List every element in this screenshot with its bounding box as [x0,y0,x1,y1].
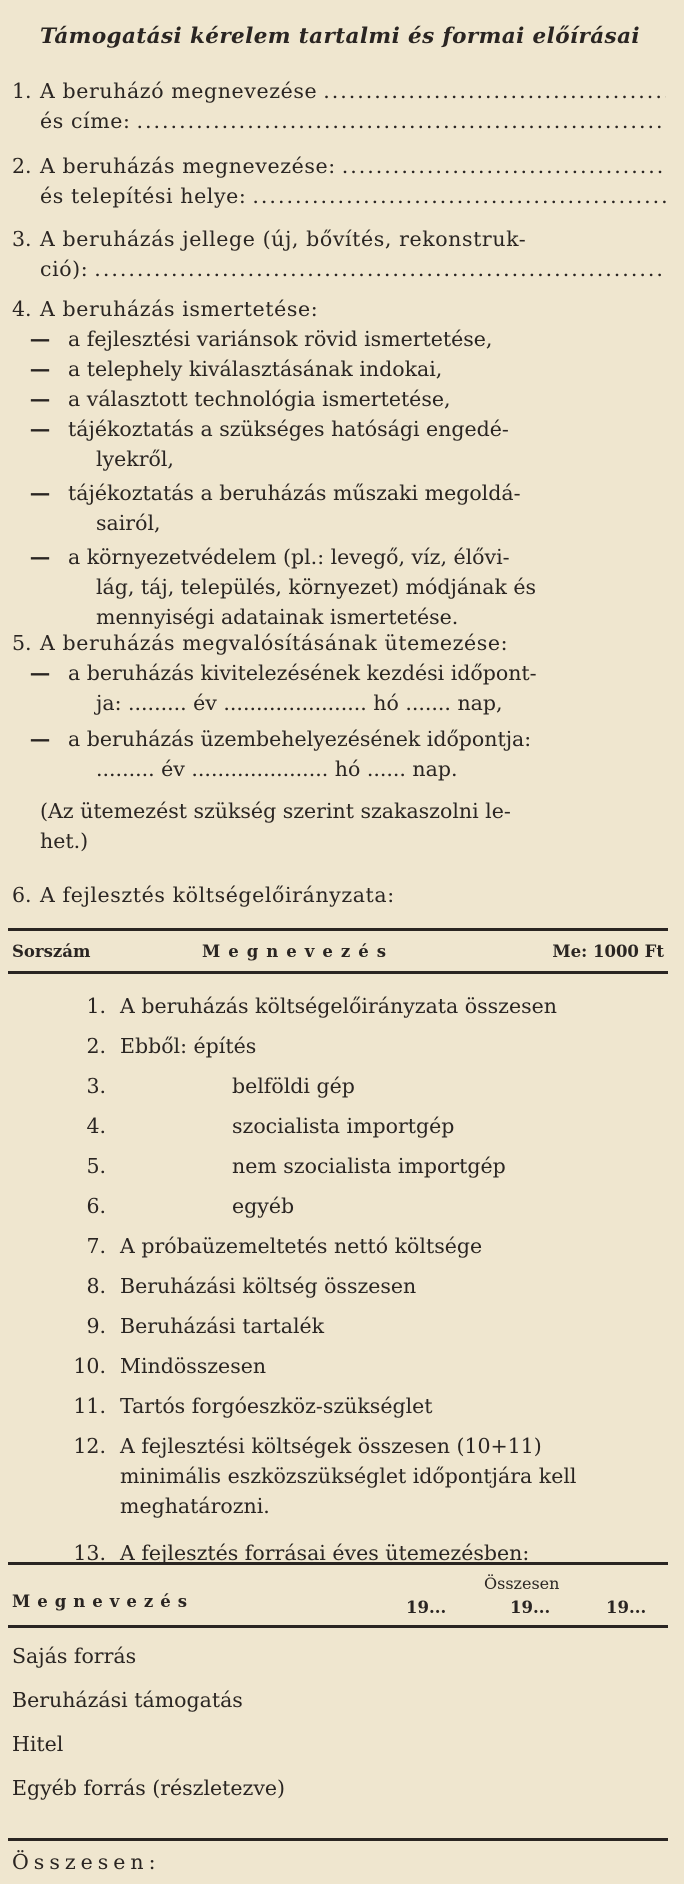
table-row: 2. Ebből: építés [86,1034,257,1058]
column-header-number: Sorszám [12,942,91,961]
section-text: ció): [40,257,89,281]
section-3 [12,224,666,284]
list-item-continuation: sairól, [96,511,161,535]
table-row-multiline: 12. A fejlesztési költségek összesen (10+11) minimális eszközszükséglet időpontjára kell meghatározni. [73,1434,577,1518]
fill-in-line[interactable] [136,106,666,136]
list-item: a beruházás üzembehelyezésének időpontja: [68,727,532,751]
table-row: 6. egyéb [86,1194,295,1218]
section-number: 1. [12,79,32,103]
table-row: 11. Tartós forgóeszköz-szükséglet [73,1394,433,1418]
list-item: a választott technológia ismertetése, [68,387,451,411]
section-heading: A beruházás ismertetése: [40,297,319,321]
section-4 [12,294,666,632]
table-row: 3. belföldi gép [86,1074,355,1098]
table-row: 7. A próbaüzemeltetés nettó költsége [86,1234,483,1258]
dash-bullet: — [29,545,51,569]
column-header-unit: Me: 1000 Ft [552,942,664,961]
section-number: 5. [12,631,32,655]
fill-in-line[interactable] [94,254,666,284]
table-row: 10. Mindösszesen [73,1354,267,1378]
section-text: A beruházás megnevezése: [40,154,336,178]
dash-bullet: — [29,481,51,505]
total-label: Összesen: [12,1850,161,1874]
cost-table-body [58,986,668,1573]
column-header-year: 19... [510,1598,551,1617]
list-item-continuation: mennyiségi adatainak ismertetése. [96,605,459,629]
section-text: A beruházó megnevezése [40,79,318,103]
column-header-year: 19... [606,1598,647,1617]
table-row: Egyéb forrás (részletezve) [12,1776,286,1800]
dash-bullet: — [29,661,51,685]
section-number: 4. [12,297,32,321]
section-heading: A beruházás megvalósításának ütemezése: [40,631,509,655]
table-row: Sajás forrás [12,1644,137,1668]
source-table-body [12,1634,662,1810]
list-item: a környezetvédelem (pl.: levegő, víz, élővi- [68,545,510,569]
total-divider [8,1838,668,1841]
section-1 [12,76,666,136]
note-text: (Az ütemezést szükség szerint szakaszolni le- [40,799,511,823]
list-item: a telephely kiválasztásának indokai, [68,357,443,381]
section-text: és címe: [40,109,131,133]
cost-table-header [8,928,668,974]
list-item-continuation: lág, táj, település, környezet) módjának és [96,575,537,599]
dash-bullet: — [29,727,51,751]
list-item-continuation: lyekről, [96,447,174,471]
table-row: Hitel [12,1732,64,1756]
section-number: 2. [12,154,32,178]
page-title: Támogatási kérelem tartalmi és formai előírásai [40,24,640,49]
list-item: a beruházás kivitelezésének kezdési időpont- [68,661,537,685]
section-text: A beruházás jellege (új, bővítés, rekonstruk- [40,227,527,251]
section-2 [12,151,666,211]
column-header-name: Megnevezés [202,942,395,961]
source-table-header [8,1562,668,1628]
section-number: 6. [12,883,32,907]
section-number: 3. [12,227,32,251]
table-row: 5. nem szocialista importgép [86,1154,506,1178]
section-text: és telepítési helye: [40,184,247,208]
dash-bullet: — [29,417,51,441]
fill-in-line[interactable] [252,181,666,211]
table-row: Beruházási támogatás [12,1688,243,1712]
fill-in-line[interactable] [342,151,666,181]
column-header-year: 19... [406,1598,447,1617]
note-text: het.) [40,829,89,853]
section-heading: A fejlesztés költségelőirányzata: [40,883,395,907]
list-item: tájékoztatás a szükséges hatósági engedé- [68,417,509,441]
table-row: 1. A beruházás költségelőirányzata összesen [86,994,557,1018]
table-row: 4. szocialista importgép [86,1114,455,1138]
fill-in-line[interactable] [323,76,666,106]
column-header-name: Megnevezés [12,1592,195,1611]
table-row: 8. Beruházási költség összesen [86,1274,417,1298]
date-fill-in[interactable]: ja: ......... év ...................... hó ....... nap, [96,691,503,715]
table-row: 9. Beruházási tartalék [86,1314,325,1338]
dash-bullet: — [29,387,51,411]
date-fill-in[interactable]: ......... év ..................... hó ...... nap. [96,757,458,781]
column-header-total: Összesen [484,1574,560,1593]
list-item: tájékoztatás a beruházás műszaki megoldá- [68,481,521,505]
table-row: 13. A fejlesztés forrásai éves ütemezésben: [73,1541,530,1565]
list-item: a fejlesztési variánsok rövid ismertetése, [68,327,493,351]
section-6 [12,880,666,910]
section-5 [12,628,666,856]
dash-bullet: — [29,357,51,381]
dash-bullet: — [29,327,51,351]
